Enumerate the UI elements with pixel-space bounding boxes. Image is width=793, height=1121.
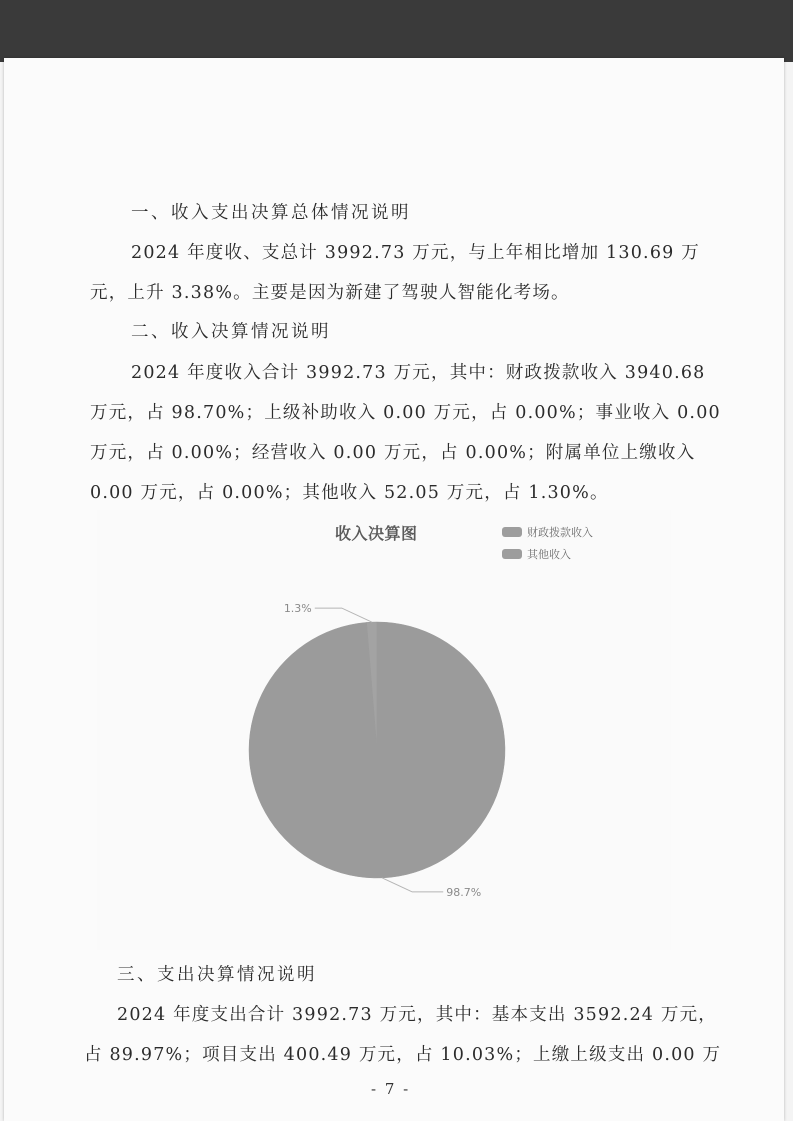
- pie-label-0: 98.7%: [446, 885, 482, 899]
- section-2-line-1: 2024 年度收入合计 3992.73 万元，其中：财政拨款收入 3940.68: [131, 363, 706, 383]
- pie-svg: [97, 510, 671, 950]
- scan-border: [0, 0, 793, 62]
- legend-label-fiscal: 财政拨款收入: [527, 526, 593, 539]
- section-1-line-1: 2024 年度收、支总计 3992.73 万元，与上年相比增加 130.69 万: [131, 243, 700, 263]
- section-3-line-2: 占 89.97%；项目支出 400.49 万元，占 10.03%；上缴上级支出 0.00 万: [84, 1045, 722, 1065]
- section-3-line-1: 2024 年度支出合计 3992.73 万元，其中：基本支出 3592.24 万元，: [117, 1005, 717, 1025]
- section-2-line-3: 万元，占 0.00%；经营收入 0.00 万元，占 0.00%；附属单位上缴收入: [90, 443, 696, 463]
- pie-leader-line-1: [315, 608, 372, 622]
- legend-label-other: 其他收入: [527, 548, 571, 561]
- pie-leader-line-0: [382, 878, 443, 892]
- section-1-heading: 一、收入支出决算总体情况说明: [131, 203, 411, 223]
- section-2-line-4: 0.00 万元，占 0.00%；其他收入 52.05 万元，占 1.30%。: [90, 483, 609, 503]
- section-2-line-2: 万元，占 98.70%；上级补助收入 0.00 万元，占 0.00%；事业收入 0.00: [90, 403, 721, 423]
- document-page: [4, 58, 784, 1121]
- section-1-line-2: 元，上升 3.38%。主要是因为新建了驾驶人智能化考场。: [90, 283, 570, 303]
- income-pie-chart: [97, 510, 671, 950]
- pie-slice-0: [249, 622, 505, 878]
- section-2-heading: 二、收入决算情况说明: [131, 322, 331, 342]
- pie-label-1: 1.3%: [283, 602, 312, 616]
- chart-title: 收入决算图: [335, 524, 418, 543]
- section-3-heading: 三、支出决算情况说明: [117, 965, 317, 985]
- page-number: - 7 -: [371, 1080, 411, 1098]
